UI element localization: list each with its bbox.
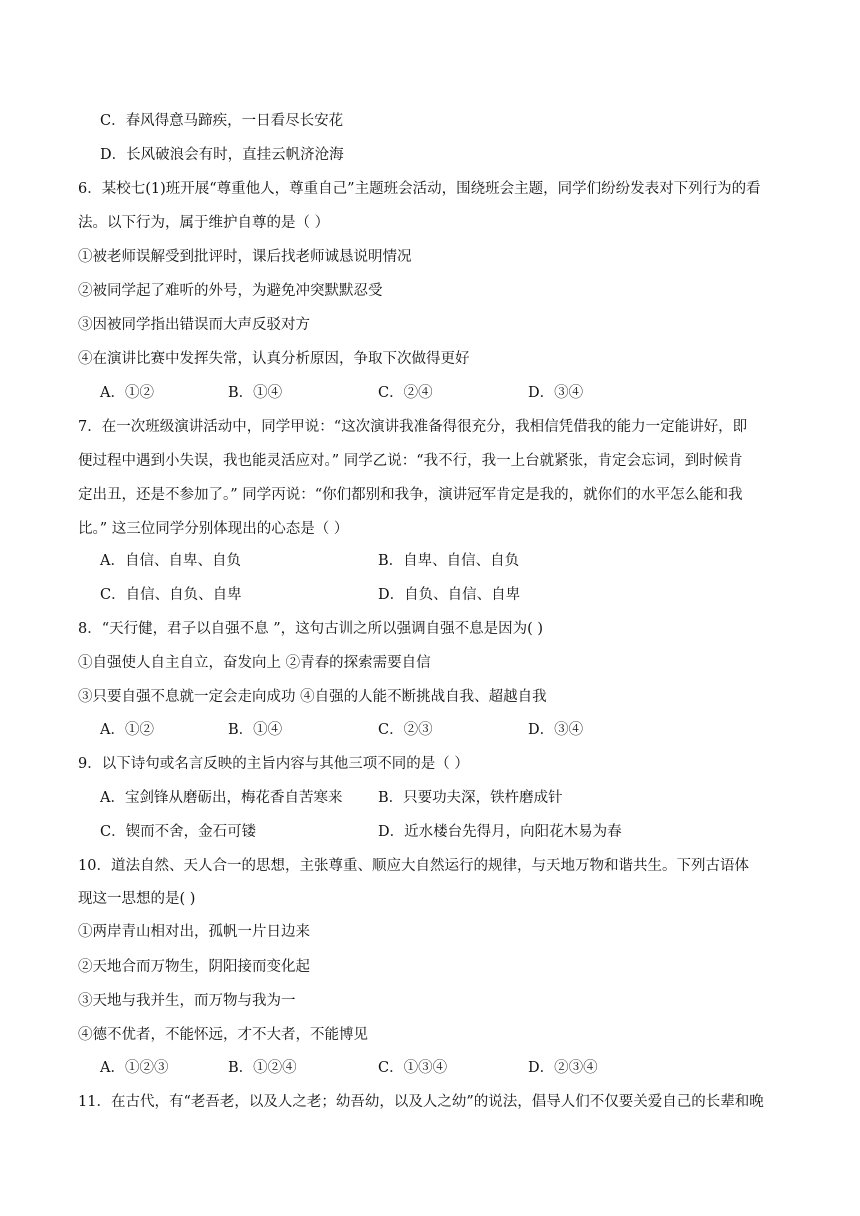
question-7-stem-line-1: 7．在一次班级演讲活动中，同学甲说：“这次演讲我准备得很充分，我相信凭借我的能力一定能讲好，即: [78, 419, 748, 435]
question-6-item-1: ①被老师误解受到批评时，课后找老师诚恳说明情况: [78, 249, 412, 265]
question-6-options: [100, 383, 800, 403]
question-11-stem-line-1: 11．在古代，有“老吾老，以及人之老；幼吾幼，以及人之幼”的说法，倡导人们不仅要关爱自己的长辈和晚: [78, 1094, 764, 1110]
question-9-stem: 9．以下诗句或名言反映的主旨内容与其他三项不同的是（ ）: [78, 756, 469, 772]
question-8-option-d: D．③④: [528, 722, 584, 738]
question-10-option-d: D．②③④: [528, 1060, 598, 1076]
question-10-item-4: ④德不优者，不能怀远，才不大者，不能博见: [78, 1027, 368, 1043]
prev-option-c: C．春风得意马蹄疾，一日看尽长安花: [100, 113, 344, 129]
question-6-option-b: B．①④: [228, 385, 283, 401]
question-8-option-a: A．①②: [100, 722, 154, 738]
question-7-options-row-1: [100, 551, 800, 571]
question-8-options: [100, 720, 800, 740]
question-6-stem-line-2: 法。以下行为，属于维护自尊的是（ ）: [78, 215, 330, 231]
question-6-item-4: ④在演讲比赛中发挥失常，认真分析原因，争取下次做得更好: [78, 351, 470, 367]
question-7-option-c: C．自信、自负、自卑: [100, 587, 242, 603]
question-6-item-3: ③因被同学指出错误而大声反驳对方: [78, 317, 310, 333]
question-8-items-row-2: ③只要自强不息就一定会走向成功 ④自强的人能不断挑战自我、超越自我: [78, 689, 547, 705]
prev-option-d: D．长风破浪会有时，直挂云帆济沧海: [100, 147, 344, 163]
question-10-option-c: C．①③④: [378, 1060, 448, 1076]
question-9-options-row-1: [100, 788, 800, 808]
question-7-options-row-2: [100, 585, 800, 605]
question-10-item-2: ②天地合而万物生，阴阳接而变化起: [78, 959, 310, 975]
question-9-option-b: B．只要功夫深，铁杵磨成针: [378, 790, 563, 806]
question-10-option-a: A．①②③: [100, 1060, 169, 1076]
question-6-option-c: C．②④: [378, 385, 433, 401]
question-7-stem-line-4: 比。” 这三位同学分别体现出的心态是（ ）: [78, 521, 349, 537]
question-9-option-d: D．近水楼台先得月，向阳花木易为春: [378, 824, 622, 840]
question-10-stem-line-2: 现这一思想的是( ): [78, 891, 196, 907]
question-8-option-c: C．②③: [378, 722, 433, 738]
question-9-option-a: A．宝剑锋从磨砺出，梅花香自苦寒来: [100, 790, 343, 806]
question-7-stem-line-3: 定出丑，还是不参加了。” 同学丙说：“你们都别和我争，演讲冠军肯定是我的，就你们的水平怎么能和我: [78, 487, 743, 503]
question-10-stem-line-1: 10．道法自然、天人合一的思想，主张尊重、顺应大自然运行的规律，与天地万物和谐共生。下列古语体: [78, 858, 749, 874]
question-8-stem: 8．“天行健，君子以自强不息 ”，这句古训之所以强调自强不息是因为( ): [78, 621, 544, 637]
question-10-options: [100, 1058, 800, 1078]
question-7-stem-line-2: 便过程中遇到小失误，我也能灵活应对。” 同学乙说：“我不行，我一上台就紧张，肯定会忘词，到时候肯: [78, 453, 743, 469]
question-7-option-b: B．自卑、自信、自负: [378, 553, 520, 569]
question-7-option-a: A．自信、自卑、自负: [100, 553, 241, 569]
question-10-item-1: ①两岸青山相对出，孤帆一片日边来: [78, 924, 310, 940]
question-6-option-d: D．③④: [528, 385, 584, 401]
question-10-option-b: B．①②④: [228, 1060, 297, 1076]
question-9-options-row-2: [100, 822, 800, 842]
question-7-option-d: D．自负、自信、自卑: [378, 587, 521, 603]
question-6-option-a: A．①②: [100, 385, 154, 401]
question-9-option-c: C．锲而不舍，金石可镂: [100, 824, 257, 840]
question-6-stem-line-1: 6．某校七(1)班开展“尊重他人，尊重自己”主题班会活动，围绕班会主题，同学们纷纷发表对下列行为的看: [78, 181, 761, 197]
question-8-items-row-1: ①自强使人自主自立，奋发向上 ②青春的探索需要自信: [78, 655, 431, 671]
question-10-item-3: ③天地与我并生，而万物与我为一: [78, 993, 296, 1009]
question-6-item-2: ②被同学起了难听的外号，为避免冲突默默忍受: [78, 283, 383, 299]
question-8-option-b: B．①④: [228, 722, 283, 738]
